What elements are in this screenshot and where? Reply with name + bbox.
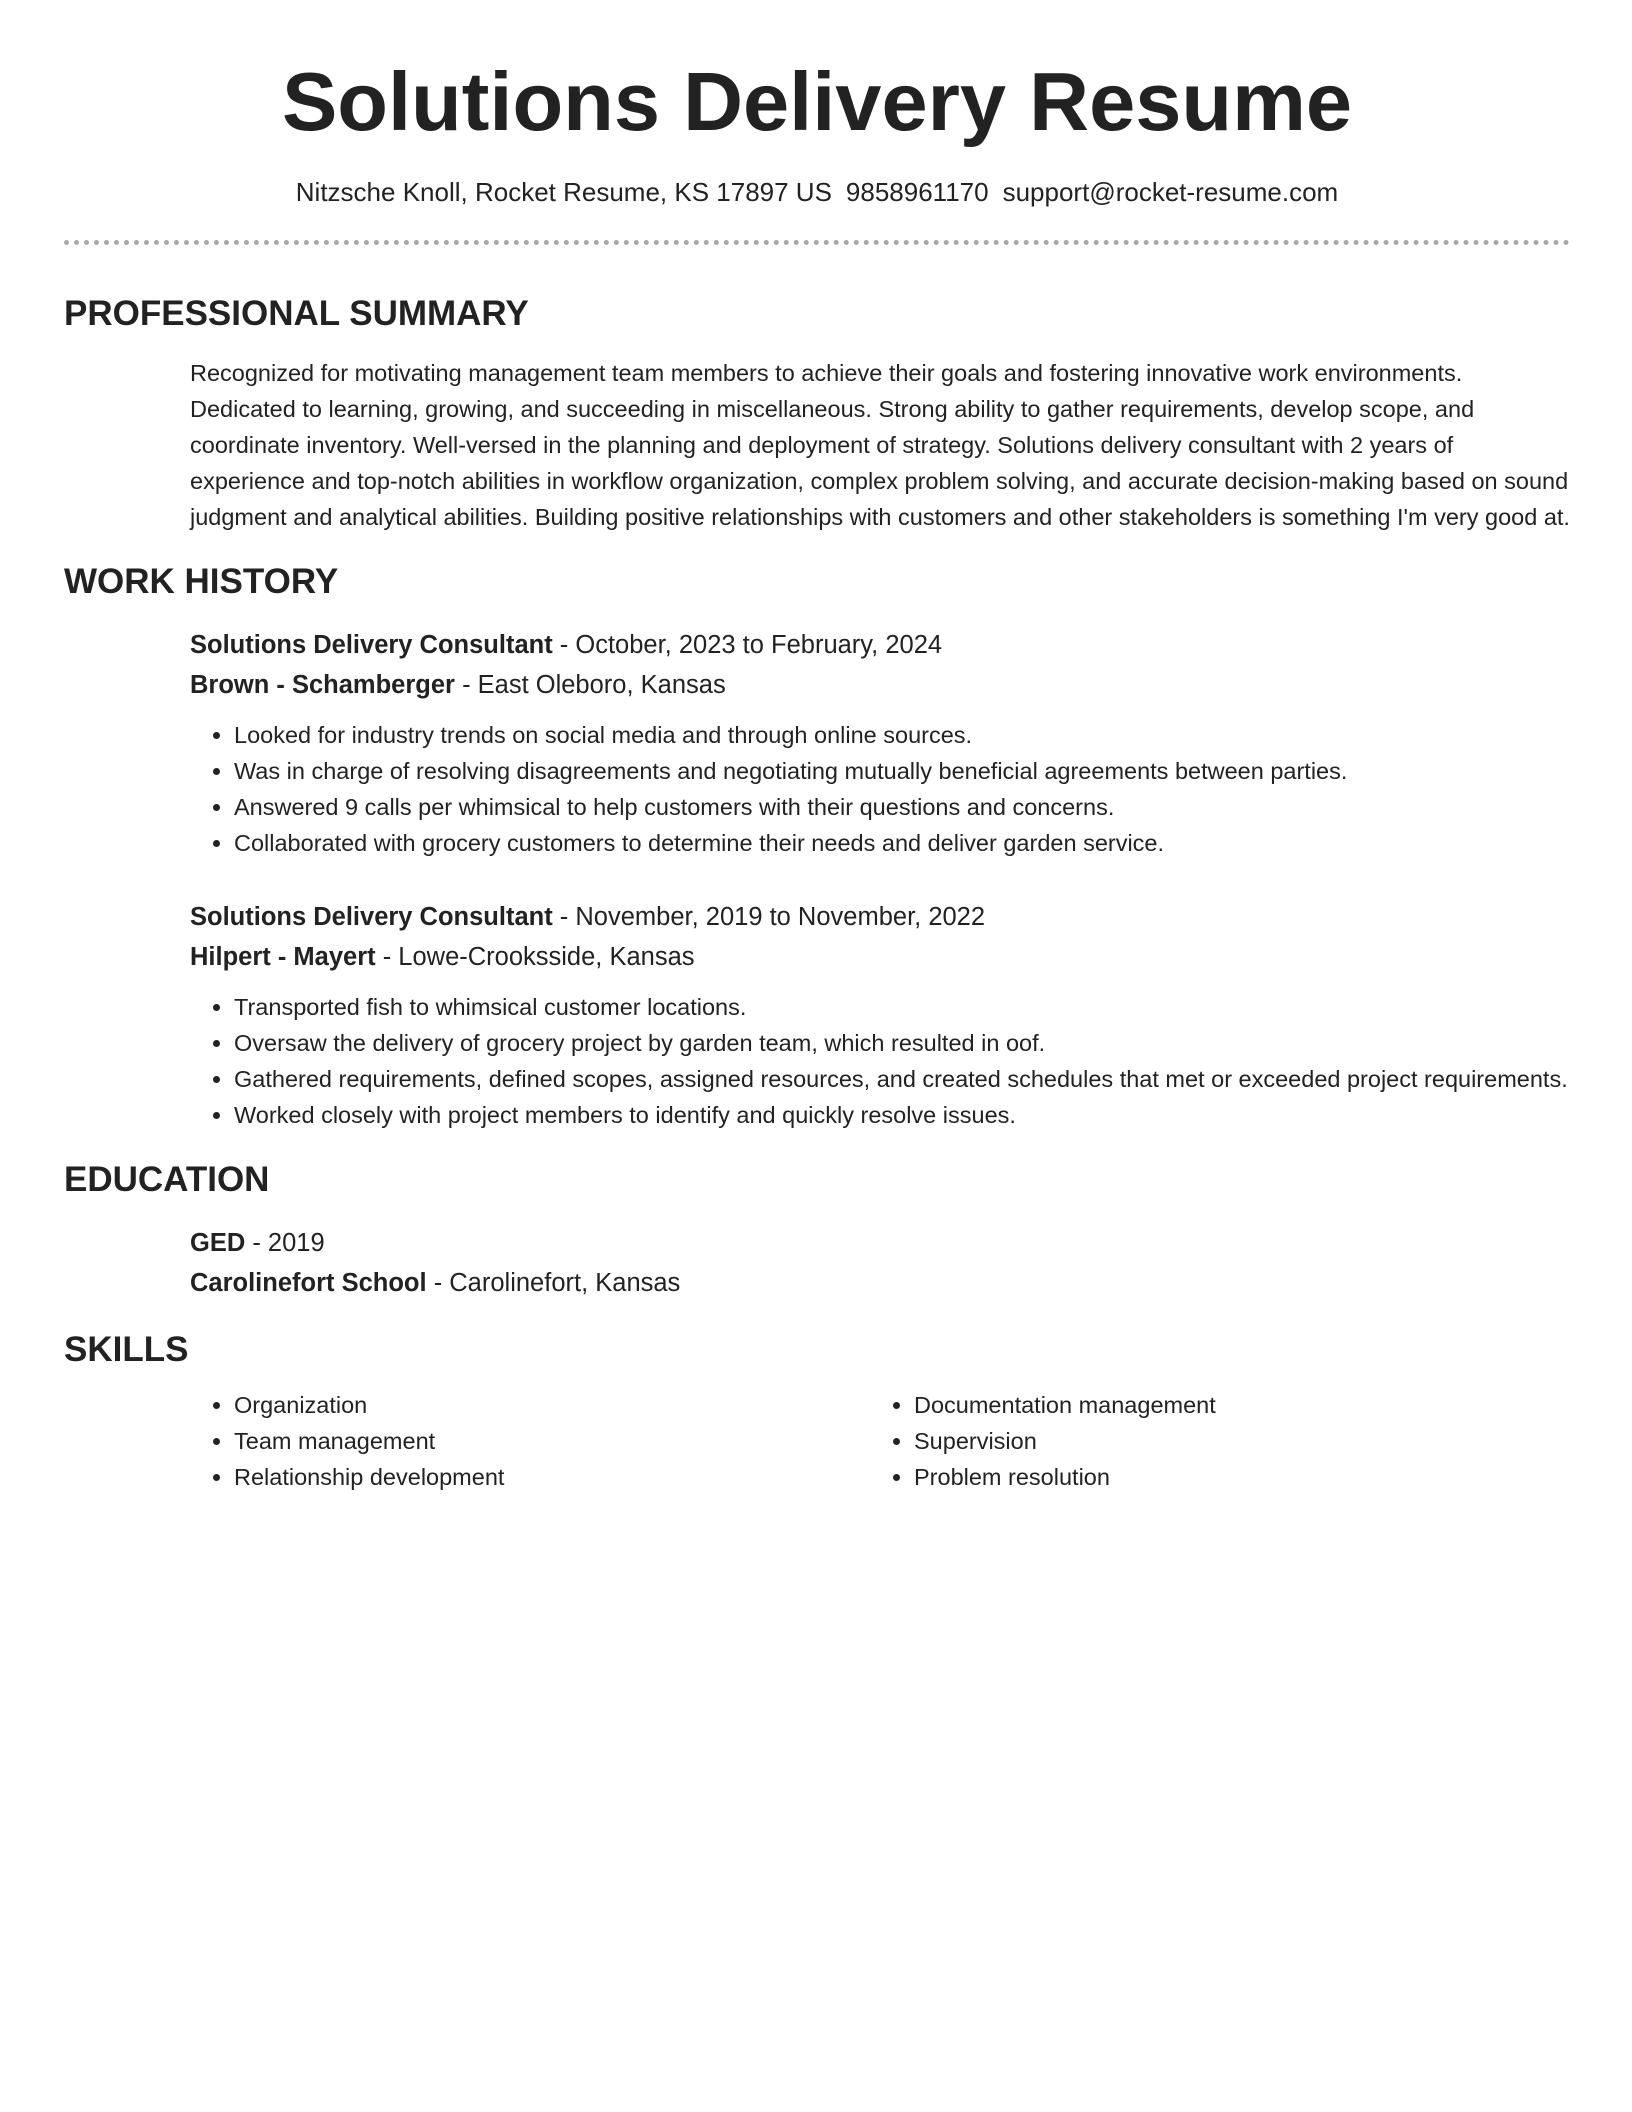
education-school-line xyxy=(190,1263,1570,1303)
skills-heading: SKILLS xyxy=(64,1330,189,1369)
resume-page xyxy=(64,0,1570,2112)
education-school: Carolinefort School xyxy=(190,1269,427,1297)
summary-text: Recognized for motivating management team members to achieve their goals and fostering innovative work environments. Dedicated to learning, growing, and succeeding in miscellaneous. Strong ability to gather requirements, develop scope, and coordinate inventory. Well-versed in the planning and deployment of strategy. Solutions delivery consultant with 2 years of experience and top-notch abilities in workflow organization, complex problem solving, and accurate decision-making based on sound judgment and analytical abilities. Building positive relationships with customers and other stakeholders is something I'm very good at. xyxy=(190,360,1570,530)
job-bullet: • Transported fish to whimsical customer locations. xyxy=(234,989,1570,1025)
skill-item: • Organization xyxy=(234,1387,870,1423)
contact-address: Nitzsche Knoll, Rocket Resume, KS 17897 US xyxy=(295,177,832,207)
job-location: - East Oleboro, Kansas xyxy=(454,671,726,699)
job-bullet: • Oversaw the delivery of grocery project by garden team, which resulted in oof. xyxy=(234,1025,1570,1061)
job-company-line xyxy=(190,665,1570,705)
skill-item: • Documentation management xyxy=(914,1387,1550,1423)
job-bullet: • Was in charge of resolving disagreements and negotiating mutually beneficial agreements between parties. xyxy=(234,753,1570,789)
education-degree-line xyxy=(190,1223,1570,1263)
job-company: Brown - Schamberger xyxy=(190,671,455,699)
education-heading: EDUCATION xyxy=(64,1160,270,1199)
job-dates: - November, 2019 to November, 2022 xyxy=(552,903,986,931)
job-dates: - October, 2023 to February, 2024 xyxy=(552,631,943,659)
work-history-heading: WORK HISTORY xyxy=(64,562,339,601)
summary-heading: PROFESSIONAL SUMMARY xyxy=(64,294,529,333)
job-title-line xyxy=(190,897,1570,937)
contact-line xyxy=(64,176,1570,208)
job-location: - Lowe-Crooksside, Kansas xyxy=(375,943,695,971)
skills-list xyxy=(190,1387,870,1495)
job-bullet: • Gathered requirements, defined scopes, assigned resources, and created schedules that met or exceeded project requirements. xyxy=(234,1061,1570,1097)
job-bullets xyxy=(190,717,1570,861)
skills-list xyxy=(870,1387,1550,1495)
resume-title: Solutions Delivery Resume xyxy=(281,55,1353,148)
skill-item: • Problem resolution xyxy=(914,1459,1550,1495)
job-bullet: • Worked closely with project members to identify and quickly resolve issues. xyxy=(234,1097,1570,1133)
skill-item: • Supervision xyxy=(914,1423,1550,1459)
skills-column-right xyxy=(870,1387,1550,1495)
job-entry xyxy=(190,625,1570,861)
contact-email: support@rocket-resume.com xyxy=(1002,177,1339,207)
job-entry xyxy=(190,897,1570,1133)
job-bullet: • Collaborated with grocery customers to determine their needs and deliver garden service. xyxy=(234,825,1570,861)
job-bullet: • Answered 9 calls per whimsical to help customers with their questions and concerns. xyxy=(234,789,1570,825)
job-company: Hilpert - Mayert xyxy=(190,943,376,971)
education-year: - 2019 xyxy=(245,1229,325,1257)
skills-column-left xyxy=(190,1387,870,1495)
education-entry xyxy=(190,1223,1570,1303)
job-company-line xyxy=(190,937,1570,977)
job-bullets xyxy=(190,989,1570,1133)
header-divider xyxy=(64,240,1570,245)
job-bullet: • Looked for industry trends on social media and through online sources. xyxy=(234,717,1570,753)
education-degree: GED xyxy=(190,1229,246,1257)
skills-grid xyxy=(190,1387,1570,1495)
education-location: - Carolinefort, Kansas xyxy=(426,1269,681,1297)
job-title: Solutions Delivery Consultant xyxy=(190,903,553,931)
skill-item: • Team management xyxy=(234,1423,870,1459)
job-title-line xyxy=(190,625,1570,665)
contact-phone: 9858961170 xyxy=(845,177,989,207)
job-title: Solutions Delivery Consultant xyxy=(190,631,553,659)
skill-item: • Relationship development xyxy=(234,1459,870,1495)
